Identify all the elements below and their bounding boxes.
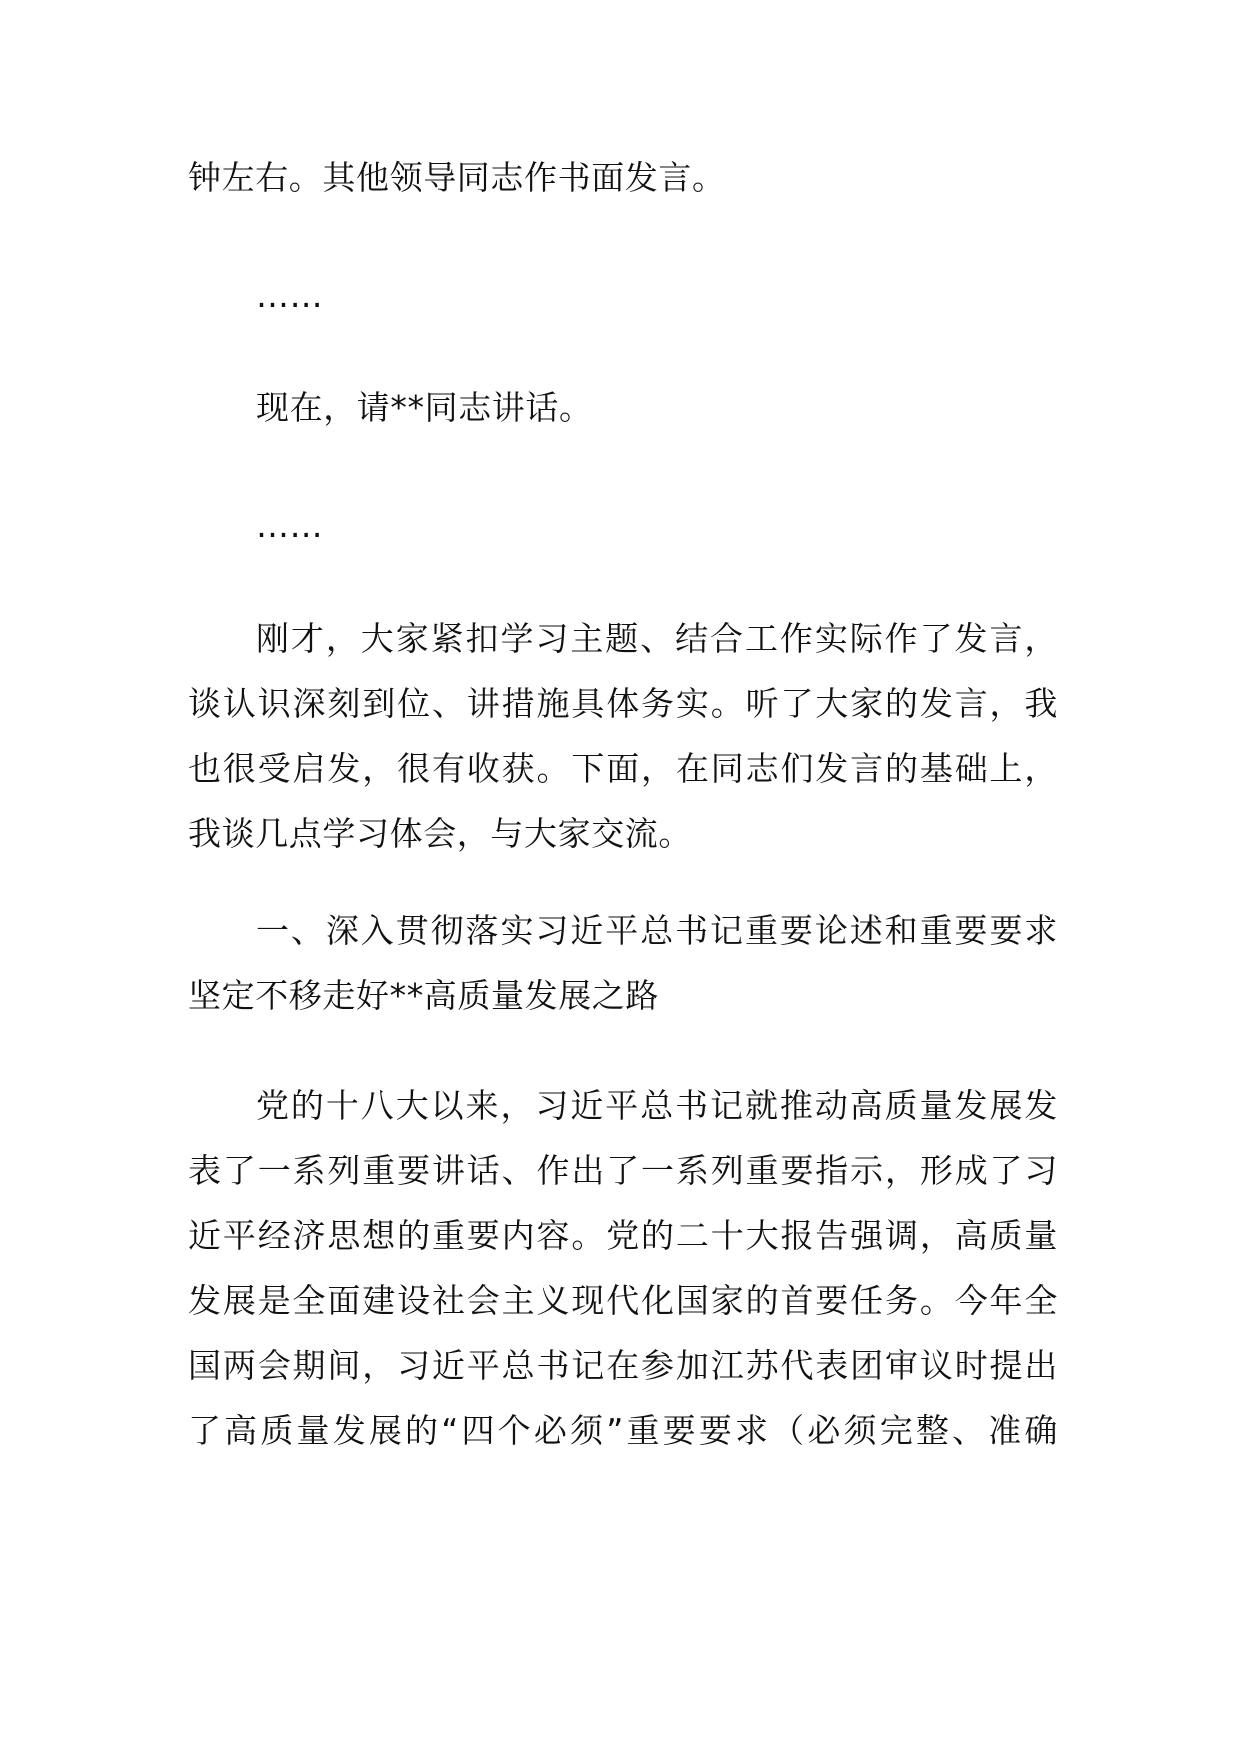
paragraph-line: 也很受启发，很有收获。下面，在同志们发言的基础上，: [188, 749, 1058, 788]
paragraph-line: 我谈几点学习体会，与大家交流。: [188, 814, 692, 853]
paragraph-line: ……: [256, 276, 324, 315]
paragraph-line: 谈认识深刻到位、讲措施具体务实。听了大家的发言，我: [188, 684, 1058, 723]
paragraph-line: 刚才，大家紧扣学习主题、结合工作实际作了发言，: [256, 619, 1058, 658]
paragraph-line: 一、深入贯彻落实习近平总书记重要论述和重要要求: [256, 911, 1058, 950]
paragraph-continuation: [188, 145, 1058, 210]
paragraph-body: [188, 1073, 1058, 1463]
paragraph-line: 钟左右。其他领导同志作书面发言。: [188, 158, 726, 197]
ellipsis-paragraph: [188, 493, 1058, 558]
paragraph-remarks: [188, 606, 1058, 866]
ellipsis-paragraph: [188, 263, 1058, 328]
paragraph-speech-invitation: [188, 375, 1058, 440]
paragraph-line: 党的十八大以来，习近平总书记就推动高质量发展发: [256, 1086, 1058, 1125]
paragraph-line: 坚定不移走好**高质量发展之路: [188, 976, 659, 1015]
paragraph-line: 现在，请**同志讲话。: [256, 388, 593, 427]
section-heading: [188, 898, 1058, 1028]
paragraph-line: 了高质量发展的“四个必须”重要要求（必须完整、准确: [188, 1411, 1058, 1450]
paragraph-line: 近平经济思想的重要内容。党的二十大报告强调，高质量: [188, 1216, 1058, 1255]
paragraph-line: 国两会期间，习近平总书记在参加江苏代表团审议时提出: [188, 1346, 1058, 1385]
paragraph-line: 发展是全面建设社会主义现代化国家的首要任务。今年全: [188, 1281, 1058, 1320]
paragraph-line: 表了一系列重要讲话、作出了一系列重要指示，形成了习: [188, 1151, 1058, 1190]
paragraph-line: ……: [256, 506, 324, 545]
